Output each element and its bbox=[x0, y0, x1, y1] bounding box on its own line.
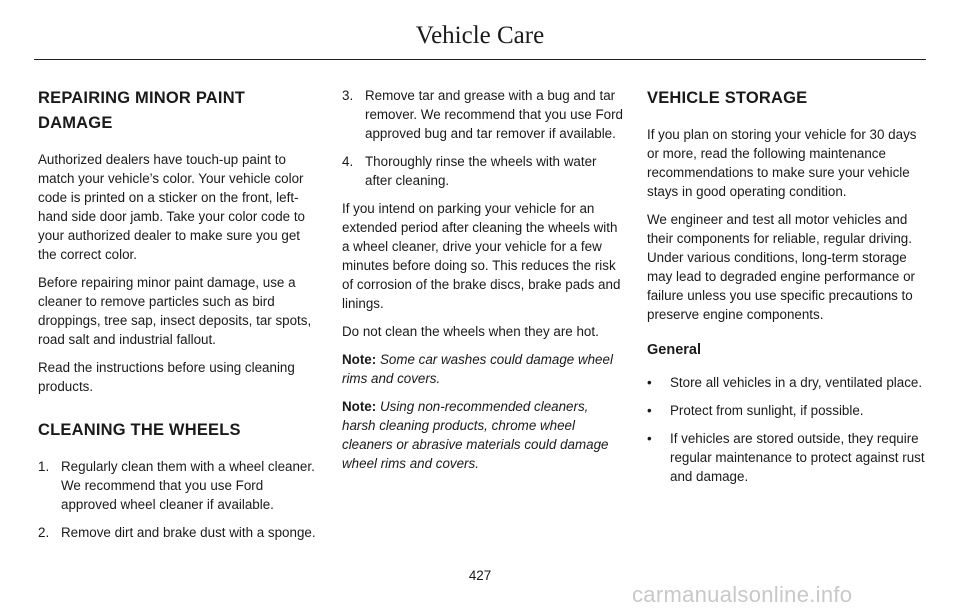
watermark: carmanualsonline.info bbox=[632, 582, 853, 607]
section-heading-paint-damage: REPAIRING MINOR PAINT DAMAGE bbox=[38, 89, 246, 132]
column-2 bbox=[342, 86, 625, 482]
steps-list bbox=[38, 457, 321, 542]
step-number: 1. bbox=[38, 459, 50, 474]
bullet-icon: • bbox=[647, 403, 652, 418]
step-text: Remove tar and grease with a bug and tar remover. We recommend that you use Ford approved bug and tar remover if available. bbox=[365, 88, 624, 141]
note-text: Using non-recommended cleaners, harsh cleaning products, chrome wheel cleaners or abrasive materials could damage wheel rims and covers. bbox=[342, 399, 609, 471]
step-number: 4. bbox=[342, 154, 354, 169]
paragraph: Authorized dealers have touch-up paint to match your vehicle’s color. Your vehicle color code is printed on a sticker on the front, left-hand side door jamb. Take your color code to your authorized dealer to make sure you get the correct color. bbox=[38, 152, 305, 262]
step-number: 3. bbox=[342, 88, 354, 103]
step-item bbox=[38, 457, 321, 514]
steps-list bbox=[342, 86, 625, 190]
step-text: Regularly clean them with a wheel cleaner. We recommend that you use Ford approved wheel cleaner if available. bbox=[61, 459, 315, 512]
bullet-text: If vehicles are stored outside, they require regular maintenance to protect against rust and damage. bbox=[670, 431, 925, 484]
page-number: 427 bbox=[468, 568, 492, 583]
note-label: Note: bbox=[342, 352, 377, 367]
paragraph: Before repairing minor paint damage, use a cleaner to remove particles such as bird droppings, tree sap, insect deposits, tar spots, road salt and industrial fallout. bbox=[38, 275, 312, 347]
header-divider bbox=[34, 59, 926, 60]
paragraph: Read the instructions before using cleaning products. bbox=[38, 360, 295, 394]
note-label: Note: bbox=[342, 399, 377, 414]
section-heading-cleaning-wheels: CLEANING THE WHEELS bbox=[38, 421, 241, 439]
paragraph: We engineer and test all motor vehicles and their components for reliable, regular driving. Under various conditions, long-term storage may lead to degraded engine performance or failure unless you use specific precautions to preserve engine components. bbox=[647, 212, 915, 322]
bullet-list bbox=[647, 373, 930, 486]
step-text: Thoroughly rinse the wheels with water after cleaning. bbox=[365, 154, 597, 188]
step-text: Remove dirt and brake dust with a sponge. bbox=[61, 525, 316, 540]
page-title: Vehicle Care bbox=[415, 22, 545, 49]
bullet-icon: • bbox=[647, 431, 652, 446]
column-3 bbox=[647, 86, 930, 495]
paragraph: If you intend on parking your vehicle for an extended period after cleaning the wheels with a wheel cleaner, drive your vehicle for a few minutes before doing so. This reduces the risk of corrosion of the brake discs, brake pads and linings. bbox=[342, 201, 621, 311]
column-1 bbox=[38, 86, 321, 551]
step-number: 2. bbox=[38, 525, 50, 540]
bullet-item bbox=[647, 401, 930, 420]
step-item bbox=[38, 523, 321, 542]
note-text: Some car washes could damage wheel rims and covers. bbox=[342, 352, 613, 386]
section-heading-vehicle-storage: VEHICLE STORAGE bbox=[647, 89, 808, 107]
paragraph: Do not clean the wheels when they are hot. bbox=[342, 324, 599, 339]
bullet-item bbox=[647, 373, 930, 392]
subheading-general: General bbox=[647, 342, 701, 358]
step-item bbox=[342, 152, 625, 190]
bullet-icon: • bbox=[647, 375, 652, 390]
note bbox=[342, 350, 625, 388]
paragraph: If you plan on storing your vehicle for 30 days or more, read the following maintenance recommendations to make sure your vehicle stays in good operating condition. bbox=[647, 127, 917, 199]
bullet-text: Store all vehicles in a dry, ventilated place. bbox=[670, 375, 923, 390]
bullet-item bbox=[647, 429, 930, 486]
note bbox=[342, 397, 625, 473]
step-item bbox=[342, 86, 625, 143]
bullet-text: Protect from sunlight, if possible. bbox=[670, 403, 864, 418]
